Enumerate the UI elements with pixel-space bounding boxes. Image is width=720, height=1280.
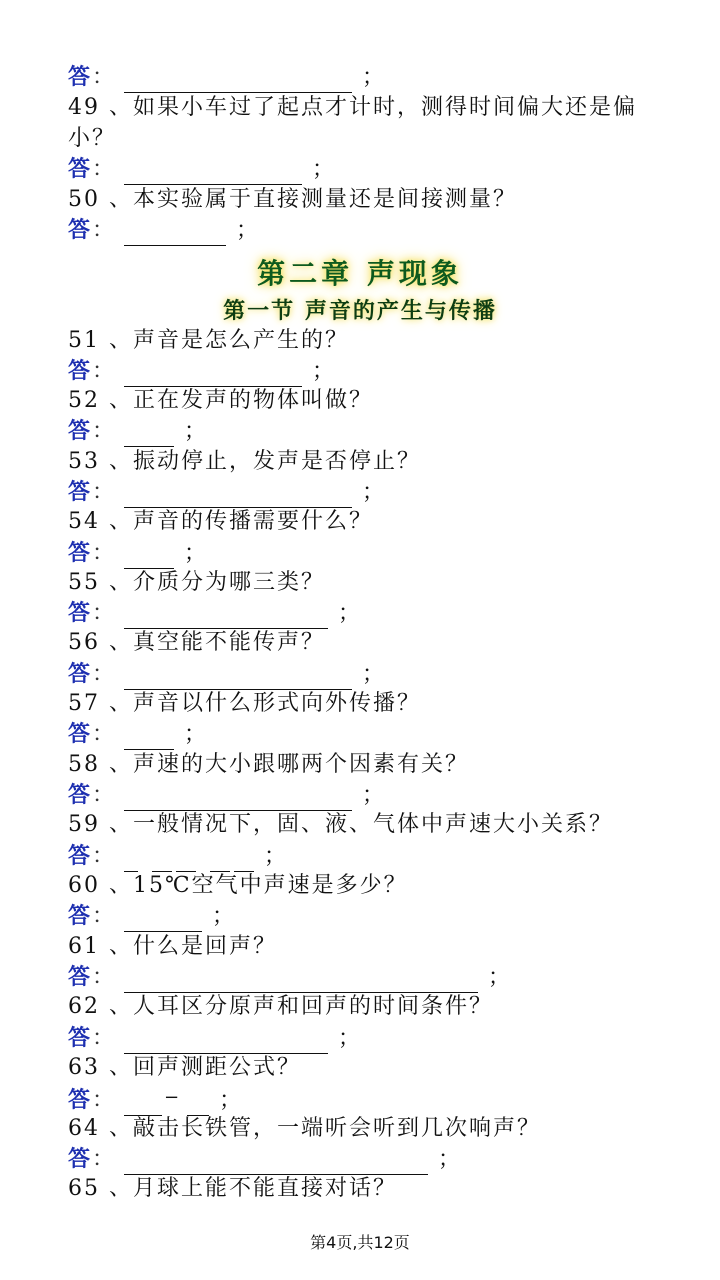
answer-blank[interactable] (124, 667, 352, 690)
colon: ： (92, 359, 117, 384)
question-55: 55 、介质分为哪三类？ (68, 570, 325, 595)
formula-separator: − (164, 1087, 182, 1108)
answer-label: 答 (68, 782, 93, 808)
answer-line (68, 719, 208, 749)
question-56: 56 、真空能不能传声？ (68, 630, 325, 655)
answer-blank[interactable] (124, 909, 202, 932)
answer-line (68, 1023, 362, 1053)
colon: ： (92, 844, 117, 869)
answer-line (68, 962, 512, 992)
answer-label: 答 (68, 903, 93, 929)
answer-blank-1[interactable] (124, 849, 138, 872)
colon: ： (92, 601, 117, 626)
colon: ： (92, 904, 117, 929)
semicolon: ； (488, 965, 513, 990)
answer-blank[interactable] (124, 727, 174, 750)
semicolon: ； (312, 359, 337, 384)
answer-blank[interactable] (124, 223, 226, 246)
answer-line (68, 62, 386, 92)
semicolon: ； (438, 1147, 463, 1172)
answer-label: 答 (68, 600, 93, 626)
answer-label: 答 (68, 418, 93, 444)
colon: ： (92, 65, 117, 90)
answer-label: 答 (68, 661, 93, 687)
answer-line (68, 1083, 243, 1113)
answer-blank-2[interactable] (152, 849, 172, 872)
answer-label: 答 (68, 64, 93, 90)
question-62: 62 、人耳区分原声和回声的时间条件？ (68, 994, 493, 1019)
colon: ： (92, 157, 117, 182)
page-footer: 第4页,共12页 (310, 1233, 410, 1252)
answer-blank[interactable] (124, 546, 174, 569)
semicolon: ； (362, 783, 387, 808)
answer-label: 答 (68, 843, 93, 869)
answer-line (68, 598, 362, 628)
colon: ： (92, 1026, 117, 1051)
answer-label: 答 (68, 1146, 93, 1172)
colon: ： (92, 662, 117, 687)
question-61: 61 、什么是回声？ (68, 934, 277, 959)
semicolon: ； (212, 904, 237, 929)
answer-label: 答 (68, 358, 93, 384)
semicolon: ； (184, 541, 209, 566)
answer-label: 答 (68, 156, 93, 182)
semicolon: ； (184, 722, 209, 747)
colon: ： (92, 541, 117, 566)
answer-blank-4[interactable] (210, 849, 230, 872)
answer-label: 答 (68, 217, 93, 243)
question-59: 59 、一般情况下，固、液、气体中声速大小关系？ (68, 812, 613, 837)
answer-blank[interactable] (124, 485, 352, 508)
semicolon: ； (264, 844, 289, 869)
colon: ： (92, 218, 117, 243)
answer-blank[interactable] (124, 1152, 428, 1175)
question-57: 57 、声音以什么形式向外传播？ (68, 691, 421, 716)
semicolon: ； (338, 1026, 363, 1051)
answer-line (68, 538, 208, 568)
answer-blank[interactable] (124, 70, 352, 93)
answer-label: 答 (68, 479, 93, 505)
chapter-title: 第二章 声现象 (257, 257, 463, 290)
semicolon: ； (362, 480, 387, 505)
question-58: 58 、声速的大小跟哪两个因素有关？ (68, 752, 469, 777)
semicolon: ； (184, 419, 209, 444)
answer-line (68, 416, 208, 446)
colon: ： (92, 419, 117, 444)
answer-blank[interactable] (124, 162, 302, 185)
answer-blank[interactable] (124, 970, 478, 993)
answer-label: 答 (68, 540, 93, 566)
question-51: 51 、声音是怎么产生的？ (68, 328, 349, 353)
question-60: 60 、15℃空气中声速是多少？ (68, 873, 408, 898)
colon: ： (92, 722, 117, 747)
answer-blank[interactable] (124, 364, 302, 387)
answer-blank[interactable] (124, 788, 352, 811)
answer-label: 答 (68, 721, 93, 747)
answer-line (68, 215, 260, 245)
semicolon: ； (219, 1088, 244, 1113)
colon: ： (92, 480, 117, 505)
answer-line (68, 659, 386, 689)
question-52: 52 、正在发声的物体叫做？ (68, 388, 373, 413)
question-63: 63 、回声测距公式？ (68, 1055, 301, 1080)
answer-blank-5[interactable] (234, 849, 254, 872)
question-53: 53 、振动停止，发声是否停止？ (68, 449, 421, 474)
answer-line (68, 901, 236, 931)
question-54: 54 、声音的传播需要什么？ (68, 509, 373, 534)
section-title: 第一节 声音的产生与传播 (223, 298, 497, 324)
answer-blank-3[interactable] (176, 849, 196, 872)
answer-line (68, 841, 288, 871)
answer-line (68, 356, 336, 386)
answer-line (68, 477, 386, 507)
semicolon: ； (362, 662, 387, 687)
question-64: 64 、敲击长铁管，一端听会听到几次响声？ (68, 1116, 541, 1141)
question-49-line2: 小？ (68, 126, 117, 151)
semicolon: ； (338, 601, 363, 626)
answer-line (68, 154, 336, 184)
answer-line (68, 1144, 462, 1174)
question-49-line1: 49 、如果小车过了起点才计时，测得时间偏大还是偏 (68, 95, 637, 120)
question-50: 50 、本实验属于直接测量还是间接测量？ (68, 187, 517, 212)
semicolon: ； (312, 157, 337, 182)
answer-label: 答 (68, 1025, 93, 1051)
question-65: 65 、月球上能不能直接对话？ (68, 1176, 397, 1201)
colon: ： (92, 1088, 117, 1113)
colon: ： (92, 783, 117, 808)
answer-blank-2[interactable] (187, 1093, 209, 1116)
answer-line (68, 780, 386, 810)
answer-label: 答 (68, 1087, 93, 1113)
colon: ： (92, 1147, 117, 1172)
semicolon: ； (236, 218, 261, 243)
answer-label: 答 (68, 964, 93, 990)
semicolon: ； (362, 65, 387, 90)
answer-blank[interactable] (124, 1031, 328, 1054)
colon: ： (92, 965, 117, 990)
answer-blank[interactable] (124, 606, 328, 629)
answer-blank-1[interactable] (124, 1093, 162, 1116)
answer-blank[interactable] (124, 424, 174, 447)
